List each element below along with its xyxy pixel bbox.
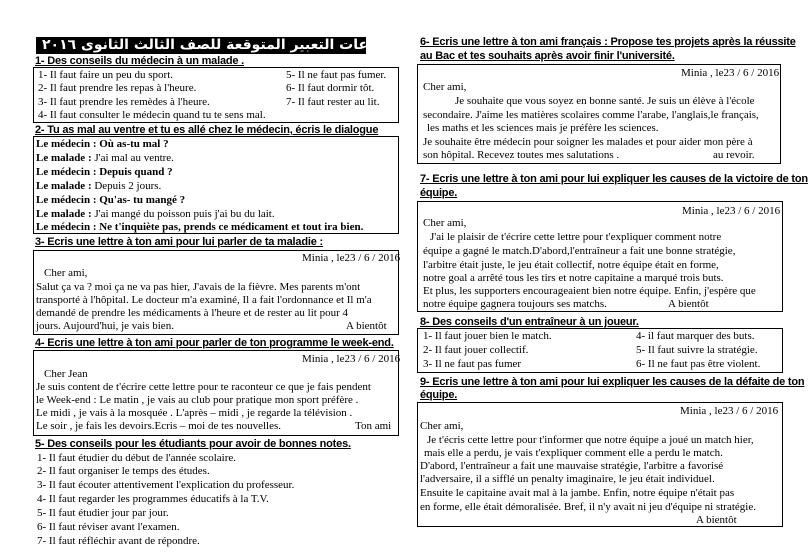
section-5-heading: 5- Des conseils pour les étudiants pour avoir de bonnes notes. — [35, 438, 351, 450]
advice-item: 6- Il faut réviser avant l'examen. — [37, 521, 180, 533]
letter-line: Je t'écris cette lettre pour t'informer que notre équipe a joué un match hier, — [427, 434, 754, 446]
letter-greeting: Cher ami, — [423, 81, 467, 93]
advice-item: 3- Il faut écouter attentivement l'explication du professeur. — [37, 479, 295, 491]
advice-item: 1- Il faut faire un peu du sport. — [38, 69, 174, 81]
section-1-heading: 1- Des conseils du médecin à un malade . — [35, 55, 245, 67]
section-4-heading: 4- Ecris une lettre à ton ami pour parler de ton programme le week-end. — [35, 337, 394, 349]
letter-line: transporté à l'hôpital. Le docteur m'a examiné, Il a fait l'ordonnance et Il m'a — [36, 294, 372, 306]
dialogue-line — [36, 194, 185, 206]
advice-item: 4- il faut marquer des buts. — [636, 330, 755, 342]
letter-closing: A bientôt — [346, 320, 387, 332]
letter-greeting: Cher Jean — [44, 368, 88, 380]
letter-line: Et plus, les supporters encourageaient bien notre équipe. Enfin, j'espère que — [423, 285, 756, 297]
section-6-heading: 6- Ecris une lettre à ton ami français : Propose tes projets après la réussite — [420, 36, 796, 48]
letter-line: en forme, elle était démoralisée. Bref, il n'y avait ni jeu d'équipe ni stratégie. — [420, 501, 756, 513]
section-9-heading: 9- Ecris une lettre à ton ami pour lui expliquer les causes de la défaite de ton — [420, 376, 805, 388]
speaker: Le médecin : — [36, 194, 97, 206]
dialogue-line — [36, 166, 173, 178]
advice-item: 3- Il ne faut pas fumer — [423, 358, 522, 370]
letter-date: Minia , le23 / 6 / 2016 — [302, 252, 401, 264]
letter-line: équipe a gagné le match.D'abord,l'entraîneur a fait une bonne stratégie, — [423, 245, 736, 257]
section-7-heading: 7- Ecris une lettre à ton ami pour lui expliquer les causes de la victoire de ton — [420, 173, 808, 185]
speaker: Le médecin : — [36, 166, 97, 178]
section-7-heading-cont: équipe. — [420, 187, 458, 199]
advice-item: 6- Il faut dormir tôt. — [286, 82, 375, 94]
letter-line: demandé de prendre les médicaments à l'heure et de rester au lit pour 4 — [36, 307, 348, 319]
section-9-heading-cont: équipe. — [420, 389, 458, 401]
advice-item: 6- Il ne faut pas être violent. — [636, 358, 761, 370]
section-6-heading-cont: au Bac et tes souhaits après avoir finir l'université. — [420, 50, 675, 62]
letter-line: notre goal a arrêté tous les tirs et notre capitaine a marqué trois buts. — [423, 272, 724, 284]
title-banner: موضوعات التعبير المتوقعة للصف الثالث الثانوى ٢٠١٦ — [36, 37, 366, 54]
section-8-box — [417, 328, 783, 373]
advice-item: 2- Il faut prendre les repas à l'heure. — [38, 82, 197, 94]
speech: Où as-tu mal ? — [99, 138, 169, 150]
speaker: Le médecin : — [36, 138, 97, 150]
section-4-box — [33, 350, 399, 436]
advice-item: 4- Il faut regarder les programmes éducatifs à la T.V. — [37, 493, 269, 505]
section-7-box — [417, 201, 783, 312]
speech: J'ai mangé du poisson puis j'ai bu du lait. — [94, 208, 275, 220]
advice-item: 1- Il faut jouer bien le match. — [423, 330, 552, 342]
letter-closing: A bientôt — [696, 514, 737, 526]
letter-line: l'arbitre était juste, le jeu était collectif, notre équipe était en forme, — [423, 259, 719, 271]
letter-date: Minia , le23 / 6 / 2016 — [682, 205, 781, 217]
section-3-box — [33, 250, 399, 335]
advice-item: 2- Il faut organiser le temps des études. — [37, 465, 210, 477]
section-8-heading: 8- Des conseils d'un entraîneur à un joueur. — [420, 316, 639, 328]
section-6-box — [417, 64, 781, 164]
speaker: Le malade : — [36, 152, 92, 164]
letter-line: Je souhaite être médecin pour soigner les malades et pour aider mon père à — [423, 136, 753, 148]
letter-line: secondaire. J'aime les matières scolaires comme l'arabe, l'anglais,le français, — [423, 109, 759, 121]
letter-line: Le midi , je vais à la mosquée . L'après – midi , je regarde la télévision . — [36, 407, 353, 419]
speech: Qu'as- tu mangé ? — [99, 194, 186, 206]
dialogue-line — [36, 221, 363, 233]
dialogue-line — [36, 208, 275, 220]
speech: Depuis quand ? — [99, 166, 173, 178]
letter-greeting: Cher ami, — [44, 267, 88, 279]
letter-line: Je suis content de t'écrire cette lettre pour te raconteur ce que je fais pendent — [36, 381, 371, 393]
letter-line: Le soir , je fais les devoirs.Ecris – moi de tes nouvelles. — [36, 420, 281, 432]
letter-line: son hôpital. Recevez toutes mes salutations . — [423, 149, 620, 161]
advice-item: 5- Il faut suivre la stratégie. — [636, 344, 758, 356]
dialogue-line — [36, 138, 169, 150]
speech: J'ai mal au ventre. — [94, 152, 174, 164]
letter-date: Minia , le23 / 6 / 2016 — [302, 353, 401, 365]
letter-closing: A bientôt — [668, 298, 709, 310]
letter-date: Minia , le23 / 6 / 2016 — [680, 405, 779, 417]
section-1-box — [33, 67, 399, 123]
letter-line: l'adversaire, il a sifflé un penalty imaginaire, le jeu était individuel. — [420, 473, 715, 485]
letter-line: Salut ça va ? moi ça ne va pas hier, J'avais de la fièvre. Mes parents m'ont — [36, 281, 361, 293]
letter-line: les maths et les sciences mais je préfère les sciences. — [427, 122, 659, 134]
advice-item: 7- Il faut rester au lit. — [286, 96, 380, 108]
advice-item: 1- Il faut étudier du début de l'année scolaire. — [37, 452, 236, 464]
letter-line: J'ai le plaisir de t'écrire cette lettre pour t'expliquer comment notre — [430, 231, 722, 243]
dialogue-line — [36, 180, 161, 192]
letter-greeting: Cher ami, — [420, 420, 464, 432]
letter-line: jours. Aujourd'hui, je vais bien. — [36, 320, 174, 332]
dialogue-line — [36, 152, 174, 164]
advice-item: 7- Il faut réfléchir avant de répondre. — [37, 535, 200, 547]
letter-line: le Week-end : Le matin , je vais au club pour pratique mon sport préfère . — [36, 394, 359, 406]
speaker: Le malade : — [36, 180, 92, 192]
letter-line: Je souhaite que vous soyez en bonne santé. Je suis un élève à l'école — [455, 95, 755, 107]
advice-item: 2- Il faut jouer collectif. — [423, 344, 529, 356]
letter-line: notre équipe gagnera toujours ses matchs. — [423, 298, 607, 310]
section-9-box — [417, 402, 783, 527]
speaker: Le malade : — [36, 208, 92, 220]
advice-item: 5- Il ne faut pas fumer. — [286, 69, 387, 81]
letter-line: Ensuite le capitaine avait mal à la jambe. Enfin, notre équipe n'était pas — [420, 487, 735, 499]
advice-item: 5- Il faut étudier jour par jour. — [37, 507, 169, 519]
section-3-heading: 3- Ecris une lettre à ton ami pour lui parler de ta maladie : — [35, 236, 323, 248]
advice-item: 3- Il faut prendre les remèdes à l'heure. — [38, 96, 210, 108]
letter-date: Minia , le23 / 6 / 2016 — [681, 67, 780, 79]
letter-closing: au revoir. — [713, 149, 755, 161]
speaker: Le médecin : — [36, 221, 97, 233]
advice-item: 4- Il faut consulter le médecin quand tu te sens mal. — [38, 109, 266, 121]
speech: Ne t'inquiète pas, prends ce médicament et tout ira bien. — [99, 221, 364, 233]
section-2-box — [33, 136, 399, 234]
letter-greeting: Cher ami, — [423, 217, 467, 229]
section-2-heading: 2- Tu as mal au ventre et tu es allé chez le médecin, écris le dialogue — [35, 124, 379, 136]
letter-line: D'abord, l'entraîneur a fait une mauvaise stratégie, l'arbitre a favorisé — [420, 460, 724, 472]
speech: Depuis 2 jours. — [94, 180, 162, 192]
letter-closing: Ton ami — [355, 420, 392, 432]
letter-line: mais elle a perdu, je vais t'expliquer comment elle a perdu le match. — [424, 447, 723, 459]
